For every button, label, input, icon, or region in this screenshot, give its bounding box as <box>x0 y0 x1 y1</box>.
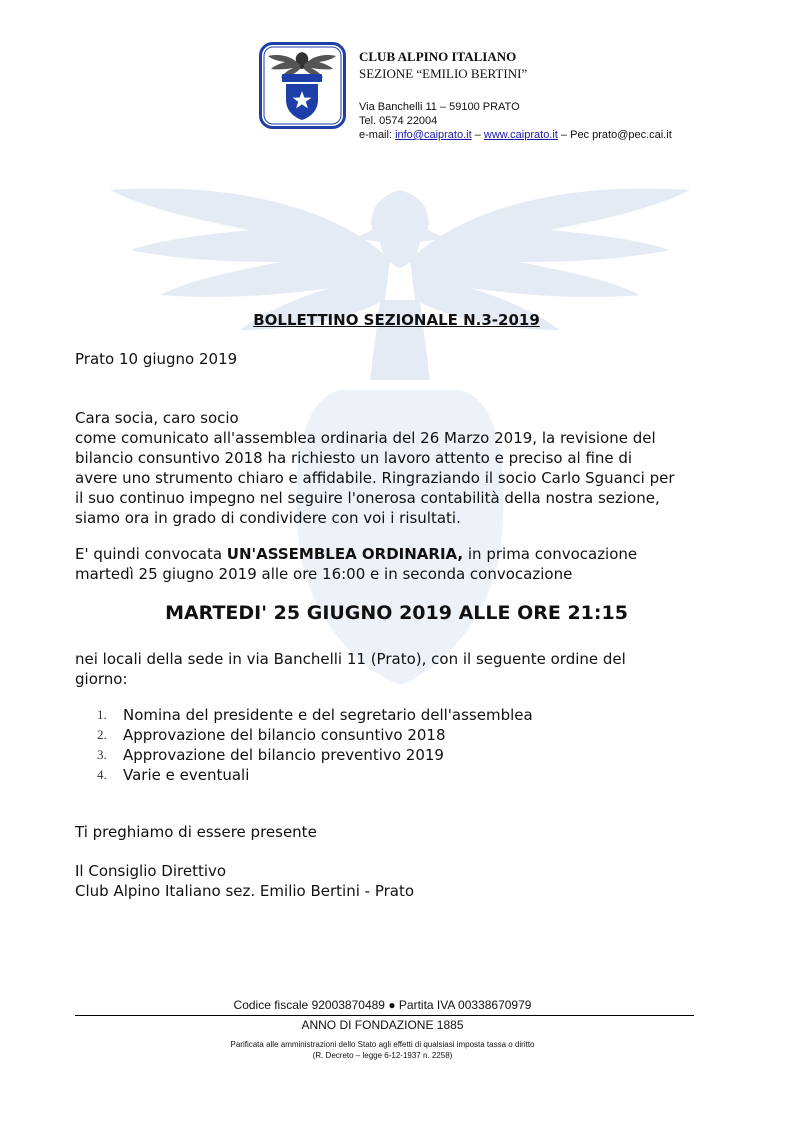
list-number: 3. <box>97 747 107 762</box>
body-line: come comunicato all'assemblea ordinaria del 26 Marzo 2019, la revisione del <box>75 429 656 447</box>
list-text: Varie e eventuali <box>123 766 250 784</box>
footer-divider <box>75 1015 694 1016</box>
org-name: CLUB ALPINO ITALIANO <box>359 49 517 64</box>
body-line: siamo ora in grado di condividere con voi i risultati. <box>75 509 461 527</box>
address: Via Banchelli 11 – 59100 PRATO <box>359 101 520 113</box>
org-heading <box>359 48 527 82</box>
closing-line: Ti preghiamo di essere presente <box>75 823 317 841</box>
list-number: 2. <box>97 727 107 742</box>
greeting: Cara socia, caro socio <box>75 409 239 427</box>
email-line <box>359 128 672 142</box>
list-item <box>97 705 533 725</box>
list-item <box>97 765 533 785</box>
footer-legal <box>0 1039 765 1061</box>
list-text: Nomina del presidente e del segretario dell'assemblea <box>123 706 533 724</box>
assembly-type: UN'ASSEMBLEA ORDINARIA, <box>226 545 464 563</box>
org-section: SEZIONE “EMILIO BERTINI” <box>359 66 528 81</box>
list-text: Approvazione del bilancio consuntivo 2018 <box>123 726 446 744</box>
convocation-line <box>75 545 637 563</box>
signature-line: Il Consiglio Direttivo <box>75 862 227 880</box>
footer-founded: ANNO DI FONDAZIONE 1885 <box>301 1018 464 1032</box>
footer-fiscal-info: Codice fiscale 92003870489 ● Partita IVA 00338670979 <box>233 998 532 1012</box>
convocation-pre: E' quindi convocata <box>75 545 227 563</box>
legal-line: Parificata alle amministrazioni dello Stato agli effetti di qualsiasi imposta tassa o diritto <box>230 1040 535 1049</box>
legal-line: (R. Decreto – legge 6-12-1937 n. 2258) <box>312 1051 453 1060</box>
list-item <box>97 725 533 745</box>
venue-line: giorno: <box>75 670 128 688</box>
venue-paragraph <box>75 649 735 689</box>
meeting-datetime: MARTEDI' 25 GIUGNO 2019 ALLE ORE 21:15 <box>165 602 628 624</box>
cai-logo <box>259 42 346 129</box>
list-number: 4. <box>97 767 107 782</box>
website-link[interactable]: www.caiprato.it <box>483 129 558 141</box>
body-line: il suo continuo impegno nel seguire l'onerosa contabilità della nostra sezione, <box>75 489 660 507</box>
agenda-list <box>97 705 533 785</box>
phone: Tel. 0574 22004 <box>359 115 438 127</box>
bulletin-title: BOLLETTINO SEZIONALE N.3-2019 <box>253 311 540 329</box>
list-item <box>97 745 533 765</box>
email-link[interactable]: info@caiprato.it <box>395 129 472 141</box>
separator: – <box>471 129 484 141</box>
contact-block <box>359 100 672 142</box>
convocation-post: in prima convocazione <box>463 545 638 563</box>
body-line: avere uno strumento chiaro e affidabile. Ringraziando il socio Carlo Sguanci per <box>75 469 675 487</box>
list-number: 1. <box>97 707 107 722</box>
email-prefix: e-mail: <box>359 129 396 141</box>
convocation-line-2: martedì 25 giugno 2019 alle ore 16:00 e in seconda convocazione <box>75 565 573 583</box>
list-text: Approvazione del bilancio preventivo 2019 <box>123 746 444 764</box>
letter-date: Prato 10 giugno 2019 <box>75 350 238 368</box>
signature-line: Club Alpino Italiano sez. Emilio Bertini - Prato <box>75 882 415 900</box>
body-line: bilancio consuntivo 2018 ha richiesto un lavoro attento e preciso al fine di <box>75 449 633 467</box>
letter-body <box>75 408 735 528</box>
pec-address: – Pec prato@pec.cai.it <box>557 129 672 141</box>
venue-line: nei locali della sede in via Banchelli 11 (Prato), con il seguente ordine del <box>75 650 626 668</box>
convocation-paragraph <box>75 544 735 584</box>
signature-block <box>75 861 735 901</box>
